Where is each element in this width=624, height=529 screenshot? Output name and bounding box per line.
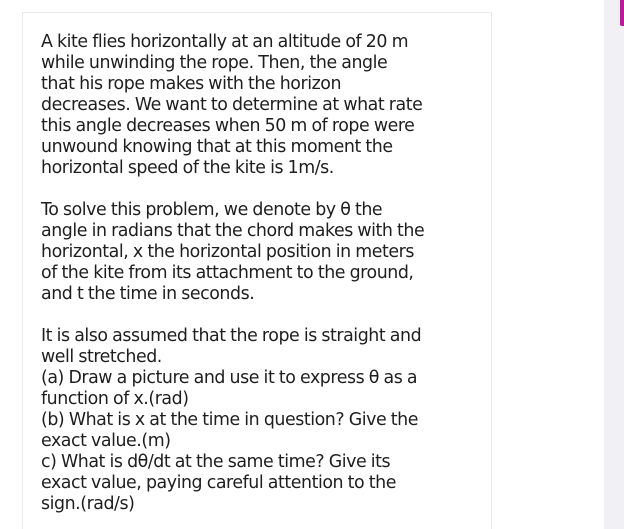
text-line: c) What is dθ/dt at the same time? Give its	[41, 452, 391, 472]
text-line: To solve this problem, we denote by θ the	[41, 200, 383, 220]
text-line: (a) Draw a picture and use it to express θ as a	[41, 368, 418, 388]
text-line: while unwinding the rope. Then, the angle	[41, 53, 388, 73]
text-line: this angle decreases when 50 m of rope were	[41, 116, 415, 136]
text-line: function of x.(rad)	[41, 389, 189, 409]
text-line: and t the time in seconds.	[41, 284, 255, 304]
text-line: that his rope makes with the horizon	[41, 74, 342, 94]
text-line: exact value.(m)	[41, 431, 171, 451]
text-line: well stretched.	[41, 347, 162, 367]
text-line: of the kite from its attachment to the ground,	[41, 263, 414, 283]
text-line: A kite flies horizontally at an altitude of 20 m	[41, 32, 409, 52]
text-line: sign.(rad/s)	[41, 494, 135, 514]
text-line: horizontal speed of the kite is 1m/s.	[41, 158, 334, 178]
text-line: unwound knowing that at this moment the	[41, 137, 393, 157]
text-line: It is also assumed that the rope is straight and	[41, 326, 422, 346]
scrollbar-track[interactable]	[604, 0, 624, 529]
text-line: decreases. We want to determine at what rate	[41, 95, 423, 115]
text-line: exact value, paying careful attention to the	[41, 473, 396, 493]
scrollbar-thumb[interactable]	[620, 0, 624, 26]
problem-paragraph-intro	[41, 32, 481, 179]
text-line: (b) What is x at the time in question? Give the	[41, 410, 418, 430]
text-line: horizontal, x the horizontal position in meters	[41, 242, 414, 262]
problem-paragraph-notation	[41, 200, 481, 305]
problem-text	[41, 32, 481, 515]
text-line: angle in radians that the chord makes with the	[41, 221, 425, 241]
problem-paragraph-questions	[41, 326, 481, 515]
